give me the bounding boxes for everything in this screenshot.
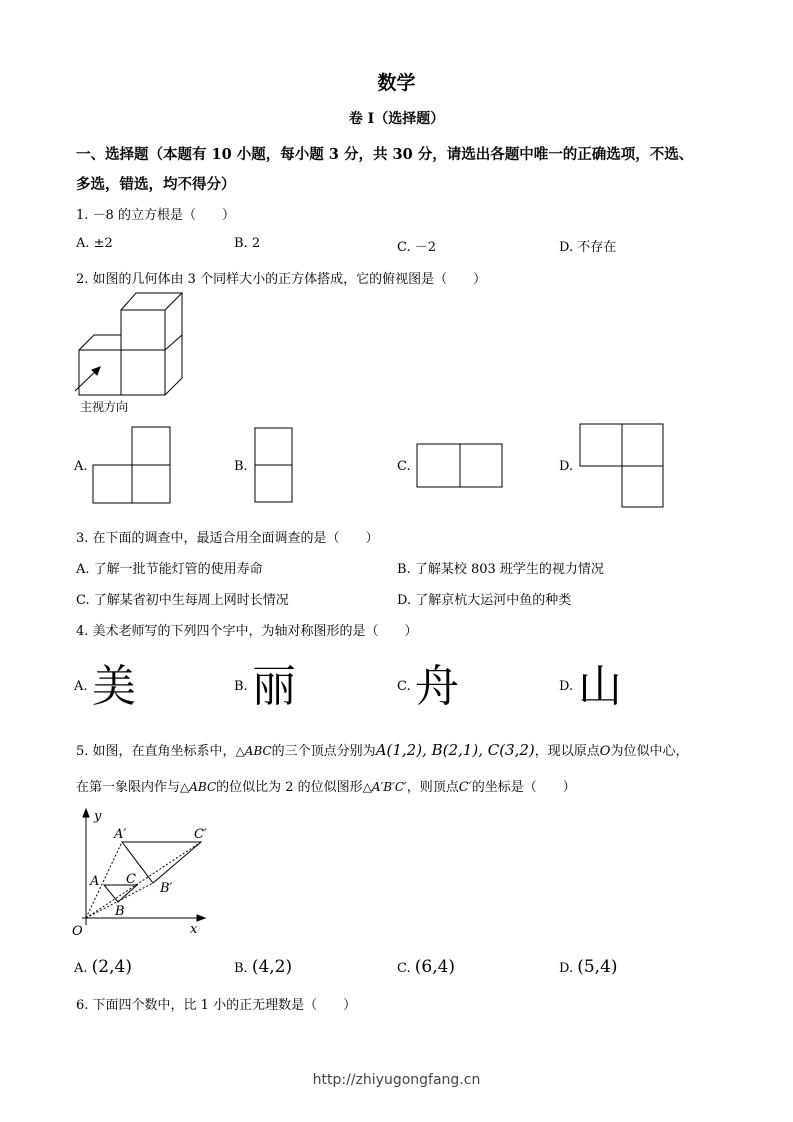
page-title: 数学 bbox=[377, 72, 416, 94]
q5-stem-part: 的三个顶点分别为 bbox=[271, 744, 376, 759]
q3-option-d: D. 了解京杭大运河中鱼的种类 bbox=[397, 593, 572, 608]
fig-c-label: C bbox=[126, 872, 136, 887]
q5-option-d-value: (5,4) bbox=[577, 957, 618, 977]
q2-option-b-figure bbox=[254, 427, 294, 505]
q2-option-c: C. bbox=[397, 459, 411, 474]
q3-option-c: C. 了解某省初中生每周上网时长情况 bbox=[76, 593, 289, 608]
view-direction-label: 主视方向 bbox=[80, 400, 129, 414]
q2-option-c-figure bbox=[416, 443, 504, 489]
q5-option-d bbox=[559, 957, 618, 977]
q5-triangle-abc: △ABC bbox=[235, 744, 272, 758]
q5-points: A(1,2), B(2,1), C(3,2) bbox=[375, 741, 535, 759]
q5-option-c bbox=[397, 957, 455, 977]
q1-option-c: C. －2 bbox=[397, 240, 437, 255]
q5-stem-part: 为位似中心， bbox=[610, 744, 689, 759]
q5-stem-part: 在第一象限内作与 bbox=[76, 780, 181, 795]
q5-option-c-value: (6,4) bbox=[414, 957, 456, 977]
q5-triangle-image: △A′B′C′ bbox=[362, 780, 407, 794]
fig-c-prime-label: C′ bbox=[194, 827, 207, 842]
q2-option-b: B. bbox=[234, 459, 248, 474]
footer-url: http://zhiyugongfang.cn bbox=[312, 1072, 481, 1088]
q4-char-a: 美 bbox=[92, 661, 136, 712]
section-heading-line2: 多选，错选，均不得分） bbox=[76, 176, 236, 193]
question-5-stem-line2 bbox=[76, 776, 576, 795]
fig-b-prime-label: B′ bbox=[160, 881, 173, 896]
q5-stem-part: ，现以原点 bbox=[534, 744, 600, 759]
q5-stem-part: 的位似比为 2 的位似图形 bbox=[216, 780, 363, 795]
q3-option-b: B. 了解某校 803 班学生的视力情况 bbox=[397, 562, 604, 577]
question-1-stem: 1. －8 的立方根是（ ） bbox=[76, 208, 235, 223]
question-3-stem: 3. 在下面的调查中，最适合用全面调查的是（ ） bbox=[76, 531, 379, 546]
q1-option-d: D. 不存在 bbox=[559, 240, 617, 255]
q4-option-d: D. bbox=[559, 679, 574, 694]
q4-option-c: C. bbox=[397, 679, 411, 694]
q5-stem-part: 的坐标是（ ） bbox=[471, 780, 576, 795]
fig-x-label: x bbox=[190, 922, 198, 937]
q4-char-d: 山 bbox=[578, 661, 622, 712]
q2-option-d: D. bbox=[559, 459, 574, 474]
q5-stem-part: 5. 如图，在直角坐标系中， bbox=[76, 744, 236, 759]
q5-coordinate-figure bbox=[70, 805, 220, 940]
q5-origin: O bbox=[599, 744, 611, 759]
fig-origin-label: O bbox=[72, 924, 83, 939]
q5-option-a bbox=[74, 957, 132, 977]
q1-option-b: B. 2 bbox=[234, 236, 261, 251]
question-2-stem: 2. 如图的几何体由 3 个同样大小的正方体搭成，它的俯视图是（ ） bbox=[76, 272, 487, 287]
q5-triangle-abc: △ABC bbox=[180, 780, 217, 794]
fig-y-label: y bbox=[94, 809, 102, 824]
question-5-stem-line1 bbox=[76, 740, 688, 759]
q5-option-a-value: (2,4) bbox=[91, 957, 132, 977]
q1-option-a: A. ±2 bbox=[76, 236, 113, 251]
section-heading-line1: 一、选择题（本题有 10 小题，每小题 3 分，共 30 分，请选出各题中唯一的正确选项，不选、 bbox=[76, 146, 694, 163]
fig-b-label: B bbox=[115, 904, 125, 919]
q5-stem-part: ，则顶点 bbox=[406, 780, 459, 795]
q5-option-c-label: C. bbox=[397, 961, 411, 976]
question-6-stem: 6. 下面四个数中，比 1 小的正无理数是（ ） bbox=[76, 998, 357, 1013]
q4-option-a: A. bbox=[74, 679, 88, 694]
q2-option-d-figure bbox=[579, 423, 665, 509]
q2-option-a-figure bbox=[92, 427, 172, 505]
paper-subtitle: 卷 I（选择题） bbox=[348, 111, 445, 127]
q3-option-a: A. 了解一批节能灯管的使用寿命 bbox=[76, 562, 263, 577]
q4-char-b: 丽 bbox=[252, 661, 296, 712]
q5-option-b bbox=[234, 957, 292, 977]
q2-option-a: A. bbox=[74, 459, 88, 474]
q4-char-c: 舟 bbox=[415, 661, 459, 712]
q5-option-d-label: D. bbox=[559, 961, 574, 976]
q5-c-prime: C′ bbox=[458, 780, 472, 795]
q4-option-b: B. bbox=[234, 679, 248, 694]
q5-option-a-label: A. bbox=[74, 961, 88, 976]
q5-option-b-label: B. bbox=[234, 961, 248, 976]
fig-a-label: A bbox=[90, 874, 100, 889]
question-4-stem: 4. 美术老师写的下列四个字中，为轴对称图形的是（ ） bbox=[76, 624, 418, 639]
q5-option-b-value: (4,2) bbox=[251, 957, 293, 977]
fig-a-prime-label: A′ bbox=[114, 827, 127, 842]
